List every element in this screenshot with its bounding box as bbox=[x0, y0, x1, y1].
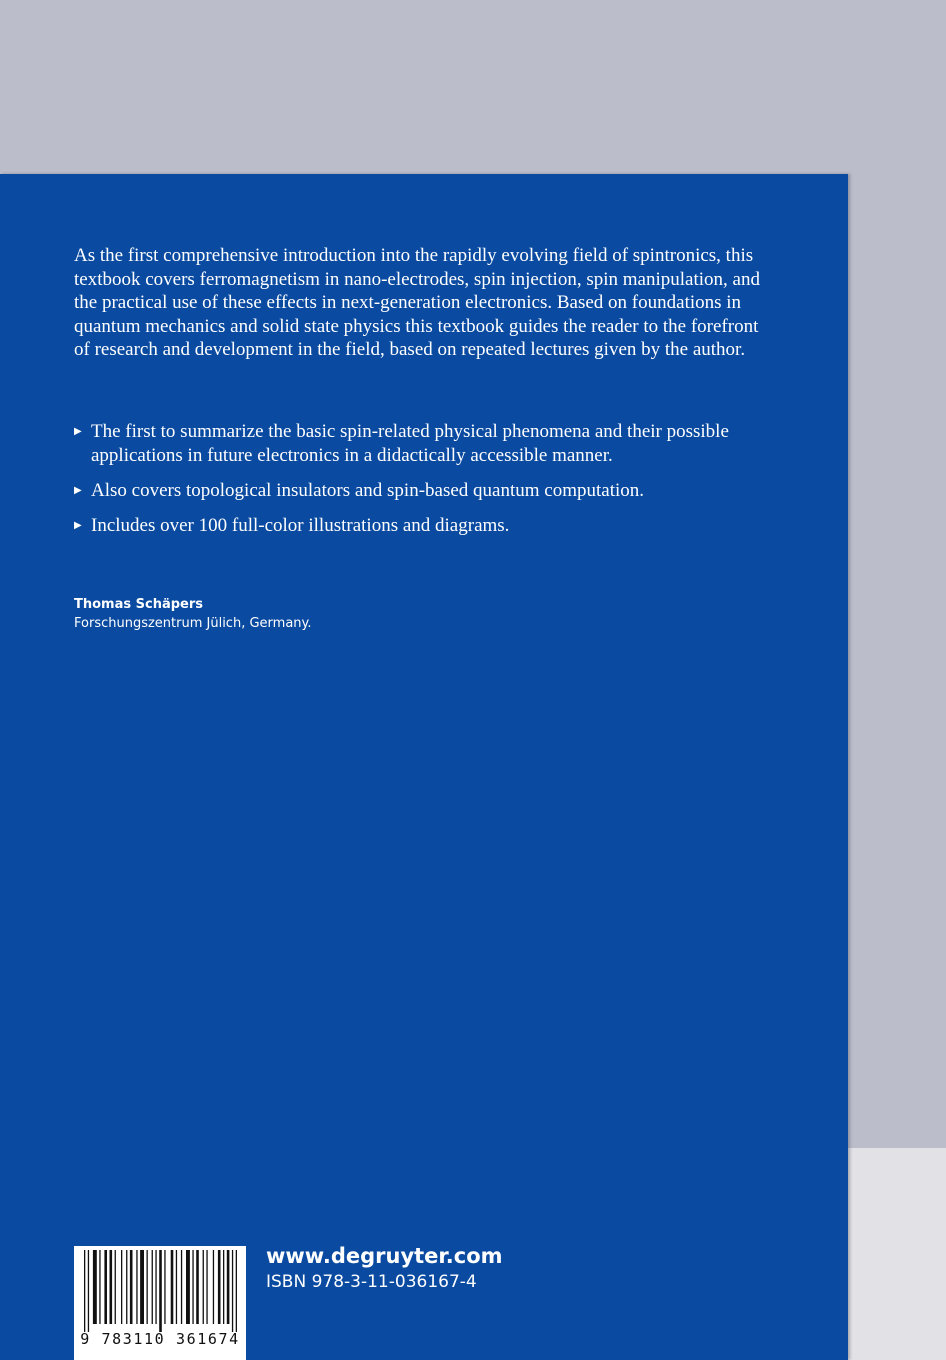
barcode-digits: 9 783110 361674 bbox=[80, 1330, 240, 1348]
triangle-bullet-icon: ▶ bbox=[74, 520, 82, 531]
barcode-bar bbox=[227, 1250, 230, 1324]
barcode-bar bbox=[126, 1250, 127, 1324]
barcode-bar bbox=[121, 1250, 122, 1324]
feature-item bbox=[74, 514, 774, 538]
barcode-bar bbox=[84, 1250, 85, 1332]
barcode-bar bbox=[140, 1250, 144, 1324]
barcode-bar bbox=[152, 1250, 153, 1324]
feature-text: Includes over 100 full-color illustrations and diagrams. bbox=[91, 515, 510, 536]
isbn-barcode bbox=[74, 1246, 246, 1360]
barcode-bar bbox=[171, 1250, 174, 1324]
barcode-bar bbox=[192, 1250, 193, 1324]
barcode-bar bbox=[164, 1250, 165, 1324]
barcode-bar bbox=[147, 1250, 148, 1324]
barcode-bar bbox=[104, 1250, 107, 1324]
triangle-bullet-icon: ▶ bbox=[74, 485, 82, 496]
barcode-bar bbox=[159, 1250, 162, 1332]
feature-list bbox=[74, 420, 774, 549]
barcode-bar bbox=[218, 1250, 221, 1324]
barcode-bar bbox=[186, 1250, 190, 1324]
barcode-bar bbox=[110, 1250, 113, 1324]
barcode-bar bbox=[99, 1250, 100, 1324]
publisher-info bbox=[266, 1242, 503, 1294]
barcode-bar bbox=[206, 1250, 207, 1324]
feature-item bbox=[74, 479, 774, 503]
barcode-bar bbox=[213, 1250, 214, 1324]
feature-text: Also covers topological insulators and spin-based quantum computation. bbox=[91, 480, 645, 501]
barcode-bars-icon bbox=[74, 1246, 246, 1332]
author-name: Thomas Schäpers bbox=[74, 597, 204, 612]
publisher-url[interactable]: www.degruyter.com bbox=[266, 1244, 503, 1268]
barcode-bar bbox=[136, 1250, 137, 1324]
author-affiliation: Forschungszentrum Jülich, Germany. bbox=[74, 616, 312, 631]
author-block bbox=[74, 595, 312, 633]
triangle-bullet-icon: ▶ bbox=[74, 426, 82, 437]
back-cover bbox=[0, 174, 848, 1360]
book-description: As the first comprehensive introduction into the rapidly evolving field of spintronics, this textbook covers ferromagnetism in nano-electrodes, spin injection, spin manipulation, and the practical use of these effects in next-generation electronics. Based on foundations in quantum mechanics and solid state physics this textbook guides the reader to the forefront of research and development in the field, based on repeated lectures given by the author. bbox=[74, 245, 760, 360]
barcode-bar bbox=[88, 1250, 89, 1332]
barcode-bar bbox=[155, 1250, 156, 1324]
barcode-bar bbox=[130, 1250, 133, 1324]
barcode-bar bbox=[93, 1250, 97, 1324]
barcode-bar bbox=[176, 1250, 177, 1324]
barcode-bar bbox=[203, 1250, 204, 1324]
barcode-bar bbox=[236, 1250, 237, 1332]
feature-item bbox=[74, 420, 774, 468]
barcode-bar bbox=[115, 1250, 116, 1324]
isbn-number: ISBN 978-3-11-036167-4 bbox=[266, 1272, 477, 1292]
barcode-bar bbox=[223, 1250, 224, 1324]
feature-text: The first to summarize the basic spin-related physical phenomena and their possible applications in future electronics in a didactically accessible manner. bbox=[91, 421, 729, 466]
barcode-bar bbox=[232, 1250, 233, 1332]
barcode-bar bbox=[196, 1250, 199, 1324]
barcode-bar bbox=[181, 1250, 182, 1324]
